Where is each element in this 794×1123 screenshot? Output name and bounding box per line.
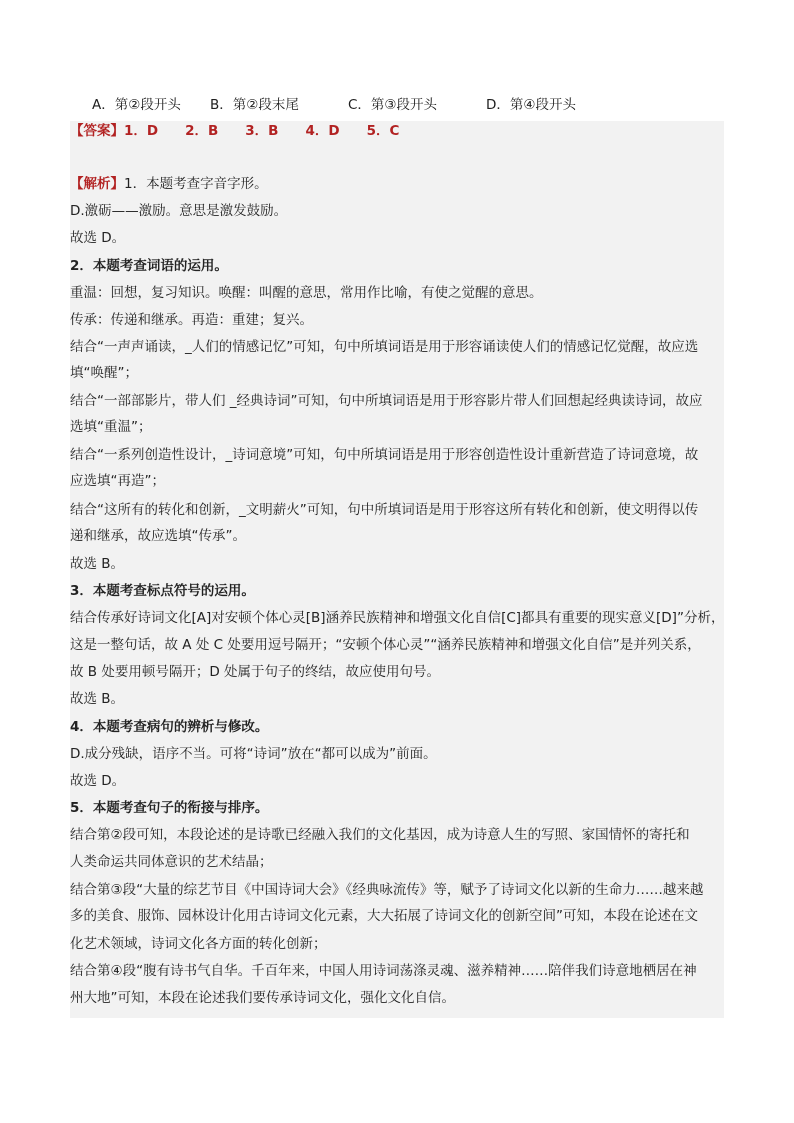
section-heading: 4．本题考查病句的辨析与修改。 [70,719,269,735]
analysis-line: 传承：传递和继承。再造：重建；复兴。 [70,312,313,328]
analysis-line: 结合“这所有的转化和创新，_文明薪火”可知，句中所填词语是用于形容这所有转化和创新，使文明得以传 [70,502,699,518]
analysis-line: 重温：回想，复习知识。唤醒：叫醒的意思，常用作比喻，有使之觉醒的意思。 [70,285,543,301]
analysis-line: 递和继承，故应选填“传承”。 [70,528,246,544]
analysis-line-1: 【解析】1．本题考查字音字形。 [70,176,268,192]
analysis-line: 结合“一系列创造性设计，_诗词意境”可知，句中所填词语是用于形容创造性设计重新营造了诗词意境，故 [70,447,699,463]
analysis-label: 【解析】 [70,176,124,192]
analysis-line: 结合传承好诗词文化[A]对安顿个体心灵[B]涵养民族精神和增强文化自信[C]都具有重要的现实意义[D]”分析， [70,610,725,626]
analysis-line: 这是一整句话，故 A 处 C 处要用逗号隔开；“安顿个体心灵”“涵养民族精神和增强文化自信”是并列关系， [70,637,701,653]
analysis-line: 故选 B。 [70,556,125,572]
section-heading: 2．本题考查词语的运用。 [70,258,228,274]
analysis-line: 故选 D。 [70,230,126,246]
section-heading: 5．本题考查句子的衔接与排序。 [70,800,269,816]
answer-options [92,93,732,115]
analysis-line: 结合“一声声诵读，_人们的情感记忆”可知，句中所填词语是用于形容诵读使人们的情感记忆觉醒，故应选 [70,339,699,355]
analysis-line: 应选填“再造”； [70,473,165,489]
option-b: B．第②段末尾 [210,97,299,113]
analysis-line: 多的美食、服饰、园林设计化用古诗词文化元素，大大拓展了诗词文化的创新空间”可知，本段在论述在文 [70,908,698,924]
analysis-line: D.激砺——激励。意思是激发鼓励。 [70,203,288,219]
analysis-line: 故 B 处要用顿号隔开；D 处属于句子的终结，故应使用句号。 [70,664,441,680]
analysis-line: 结合第④段“腹有诗书气自华。千百年来，中国人用诗词荡涤灵魂、滋养精神……陪伴我们诗意地栖居在神 [70,963,697,979]
analysis-line: 填“唤醒”； [70,365,138,381]
option-c: C．第③段开头 [348,97,438,113]
option-a: A．第②段开头 [92,97,181,113]
section-heading: 3．本题考查标点符号的运用。 [70,583,255,599]
analysis-line: 化艺术领域，诗词文化各方面的转化创新； [70,936,327,952]
analysis-line: 故选 B。 [70,691,125,707]
analysis-line: 人类命运共同体意识的艺术结晶； [70,854,273,870]
analysis-line: 故选 D。 [70,773,126,789]
option-d: D．第④段开头 [486,97,576,113]
answer-line: 【答案】1．D 2．B 3．B 4．D 5．C [70,123,400,139]
analysis-line: 选填“重温”； [70,419,152,435]
analysis-line: 州大地”可知，本段在论述我们要传承诗词文化，强化文化自信。 [70,990,455,1006]
analysis-line: 结合第③段“大量的综艺节目《中国诗词大会》《经典咏流传》等，赋予了诗词文化以新的生命力……越来越 [70,882,704,898]
analysis-line: 结合第②段可知，本段论述的是诗歌已经融入我们的文化基因，成为诗意人生的写照、家国情怀的寄托和 [70,827,690,843]
analysis-line: D.成分残缺，语序不当。可将“诗词”放在“都可以成为”前面。 [70,746,437,762]
analysis-line: 结合“一部部影片，带人们 _经典诗词”可知，句中所填词语是用于形容影片带人们回想起经典读诗词，故应 [70,393,703,409]
